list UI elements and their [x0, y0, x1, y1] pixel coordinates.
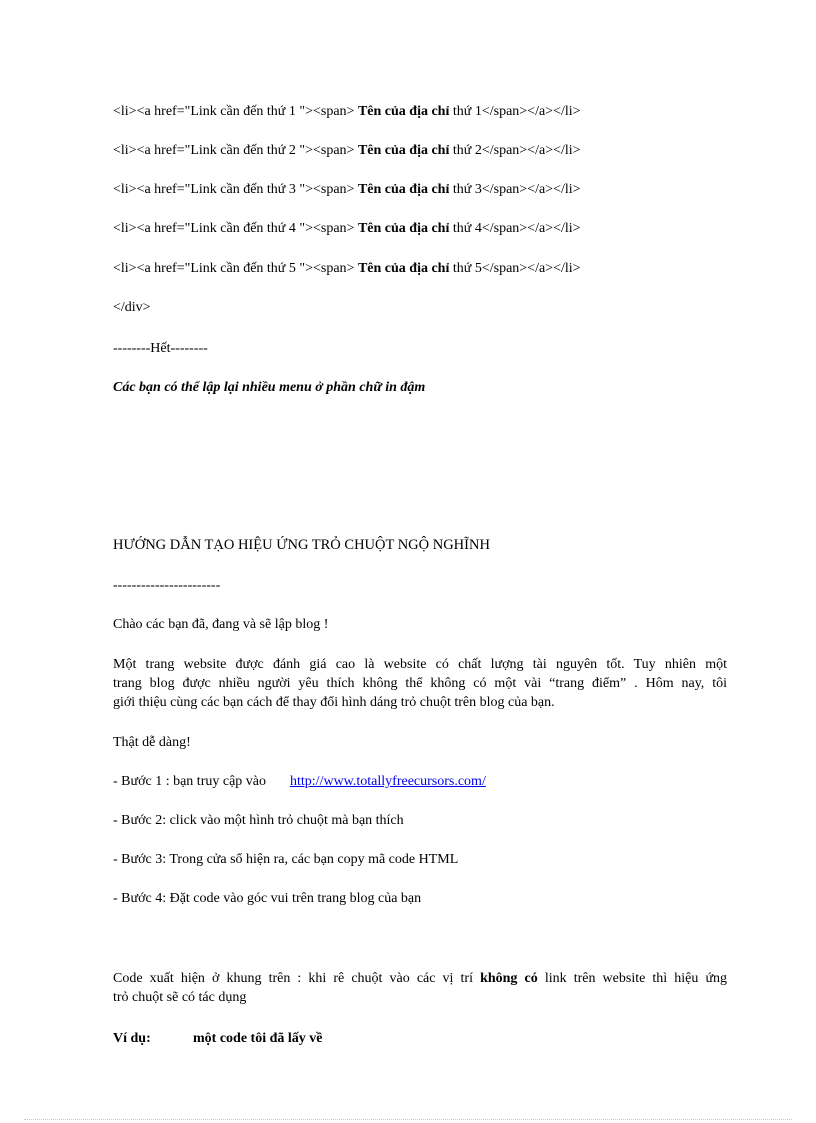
intro-line-2: trang blog được nhiều người yêu thích không thể không có một vài “trang điểm” . Hôm nay, tôi — [113, 676, 727, 691]
code-note-line-1 — [113, 969, 727, 988]
intro-line-3: giới thiệu cùng các bạn cách để thay đổi hình dáng trỏ chuột trên blog của bạn. — [113, 695, 555, 710]
code-line-2-post: thứ 2</span></a></li> — [449, 143, 581, 158]
intro-paragraph — [113, 655, 727, 712]
code-line-1 — [113, 103, 581, 121]
code-note-line-1-post: link trên website thì hiệu ứng — [544, 971, 728, 986]
code-line-1-bold: Tên của địa chỉ — [357, 104, 450, 119]
cursor-site-link[interactable]: http://www.totallyfreecursors.com/ — [290, 774, 486, 789]
code-note-paragraph — [113, 969, 727, 1007]
code-line-3 — [113, 181, 581, 199]
code-line-1-pre: <li><a href="Link cần đến thứ 1 "><span> — [113, 104, 358, 119]
example-label: Ví dụ: — [113, 1031, 151, 1046]
code-line-1-post: thứ 1</span></a></li> — [449, 104, 581, 119]
easy-text: Thật dễ dàng! — [113, 735, 191, 750]
step-3: - Bước 3: Trong cửa sổ hiện ra, các bạn copy mã code HTML — [113, 852, 459, 867]
code-line-4-bold: Tên của địa chỉ — [357, 221, 450, 236]
code-line-4 — [113, 220, 581, 238]
code-line-2-bold: Tên của địa chỉ — [357, 143, 450, 158]
end-marker: --------Hết-------- — [113, 341, 208, 356]
step-1 — [113, 773, 504, 791]
step-2: - Bước 2: click vào một hình trỏ chuột mà bạn thích — [113, 813, 404, 828]
bold-menu-note: Các bạn có thể lập lại nhiều menu ở phần chữ in đậm — [113, 380, 426, 395]
code-line-5-pre: <li><a href="Link cần đến thứ 5 "><span> — [113, 261, 358, 276]
code-note-bold: không có — [480, 971, 538, 986]
code-line-5-bold: Tên của địa chỉ — [357, 261, 450, 276]
code-line-4-post: thứ 4</span></a></li> — [449, 221, 581, 236]
example-line — [113, 1030, 322, 1048]
step-4: - Bước 4: Đặt code vào góc vui trên trang blog của bạn — [113, 891, 422, 906]
section-title: HƯỚNG DẪN TẠO HIỆU ỨNG TRỎ CHUỘT NGỘ NGHĨNH — [113, 537, 490, 553]
close-div-line: </div> — [113, 300, 151, 315]
example-text: một code tôi đã lấy về — [193, 1031, 323, 1046]
code-line-2-pre: <li><a href="Link cần đến thứ 2 "><span> — [113, 143, 358, 158]
code-line-3-post: thứ 3</span></a></li> — [449, 182, 581, 197]
intro-line-1: Một trang website được đánh giá cao là website có chất lượng tài nguyên tốt. Tuy nhiên một — [113, 657, 727, 672]
code-line-3-pre: <li><a href="Link cần đến thứ 3 "><span> — [113, 182, 358, 197]
page-bottom-rule — [24, 1119, 792, 1120]
code-line-2 — [113, 142, 581, 160]
code-line-5 — [113, 260, 581, 278]
code-line-4-pre: <li><a href="Link cần đến thứ 4 "><span> — [113, 221, 358, 236]
code-note-line-1-pre: Code xuất hiện ở khung trên : khi rê chuột vào các vị trí — [113, 971, 473, 986]
step-1-label: - Bước 1 : bạn truy cập vào — [113, 774, 267, 789]
dash-separator: ----------------------- — [113, 578, 221, 593]
code-note-line-2: trỏ chuột sẽ có tác dụng — [113, 990, 247, 1005]
greeting-text: Chào các bạn đã, đang và sẽ lập blog ! — [113, 617, 329, 632]
code-line-3-bold: Tên của địa chỉ — [357, 182, 450, 197]
code-line-5-post: thứ 5</span></a></li> — [449, 261, 581, 276]
